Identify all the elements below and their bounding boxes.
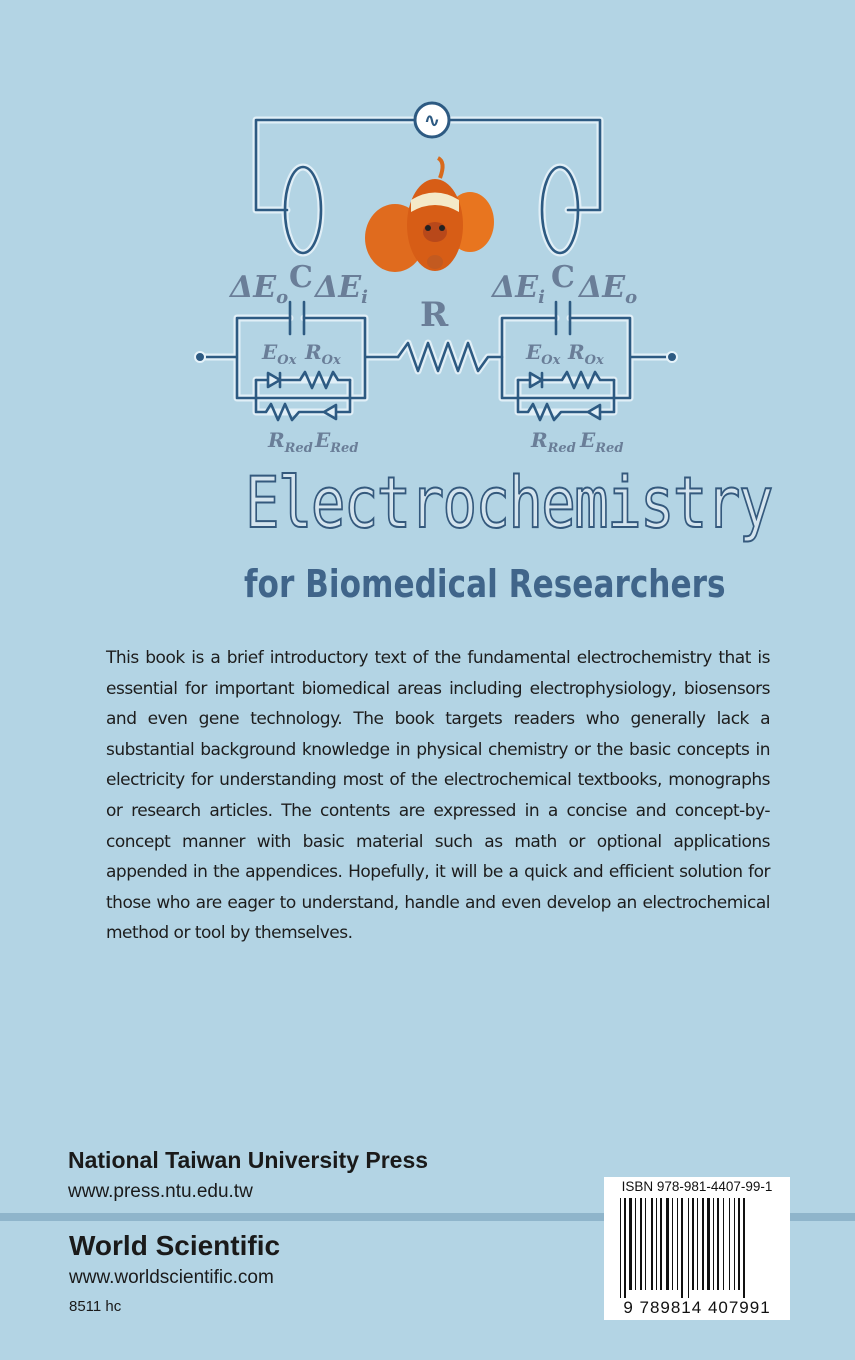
label-capacitor-left: C [289,260,313,295]
publisher-ntu-name: National Taiwan University Press [68,1147,429,1173]
label-e-red-right: $E_{Red}$ [580,428,624,456]
barcode-bar [692,1198,694,1290]
barcode-bar [738,1198,740,1290]
label-delta-eo-right: $\Delta E_o$ [579,270,638,308]
right-terminal [667,352,677,362]
barcode-bar [697,1198,698,1290]
label-solution-resistor: R [420,295,449,335]
barcode-bar [688,1198,689,1298]
barcode-bar [660,1198,662,1290]
left-terminal [195,352,205,362]
label-delta-ei-right: $\Delta E_i$ [492,270,545,308]
publisher-ws-url: www.worldscientific.com [69,1267,274,1288]
clownfish-illustration [365,158,494,272]
barcode-bar [702,1198,704,1290]
barcode-bar [734,1198,735,1290]
barcode-bar [672,1198,673,1290]
barcode-bar [743,1198,745,1298]
barcode-bar [707,1198,710,1290]
circuit-diagram [0,0,855,470]
barcode-bar [635,1198,636,1290]
label-delta-ei-left: $\Delta E_i$ [315,270,368,308]
label-r-ox-right: $R_{Ox}$ [568,340,604,368]
item-code: 8511 hc [69,1298,122,1315]
barcode-bar [717,1198,719,1290]
label-r-ox-left: $R_{Ox}$ [305,340,341,368]
label-r-red-left: $R_{Red}$ [268,428,313,456]
label-r-red-right: $R_{Red}$ [531,428,576,456]
book-description: This book is a brief introductory text of the fundamental electrochemistry that is essential for important biomedical areas including electrophysiology, biosensors and even gene technology. The book targets readers who generally lack a substantial background knowledge in physical chemistry or the basic concepts in electricity for understanding most of the electrochemical textbooks, monographs or research articles. The contents are expressed in a concise and concept-by-concept manner with basic material such as math or optional applications appended in the appendices. Hopefully, it will be a quick and efficient solution for those who are eager to understand, handle and even develop an electrochemical method or tool by themselves. [106,648,770,944]
barcode-bar [651,1198,653,1290]
barcode-bar [645,1198,646,1290]
top-wire-left [256,120,416,210]
barcode-bar [624,1198,626,1298]
barcode-bar [677,1198,678,1290]
barcode-bar [640,1198,642,1290]
publisher-ws-name: World Scientific [69,1230,281,1261]
book-title: Electrochemistry [245,462,772,544]
label-capacitor-right: C [551,260,575,295]
barcode-digits: 9 789814 407991 [623,1298,771,1317]
label-e-ox-right: $E_{Ox}$ [526,340,561,368]
isbn-text: ISBN 978-981-4407-99-1 [621,1179,773,1194]
barcode-bar [729,1198,730,1290]
barcode-bar [656,1198,657,1290]
publisher-ntu-url: www.press.ntu.edu.tw [68,1181,253,1202]
label-e-ox-left: $E_{Ox}$ [262,340,297,368]
barcode-bar [666,1198,669,1290]
label-e-red-left: $E_{Red}$ [315,428,359,456]
barcode-bar [681,1198,683,1298]
barcode-bar [723,1198,724,1290]
label-delta-eo-left: $\Delta E_o$ [230,270,289,308]
barcode-icon [620,1198,772,1298]
barcode-bar [620,1198,621,1298]
book-subtitle: for Biomedical Researchers [244,562,726,606]
barcode-bar [629,1198,632,1290]
barcode-bar [713,1198,714,1290]
ac-source-symbol: ∿ [423,108,441,132]
